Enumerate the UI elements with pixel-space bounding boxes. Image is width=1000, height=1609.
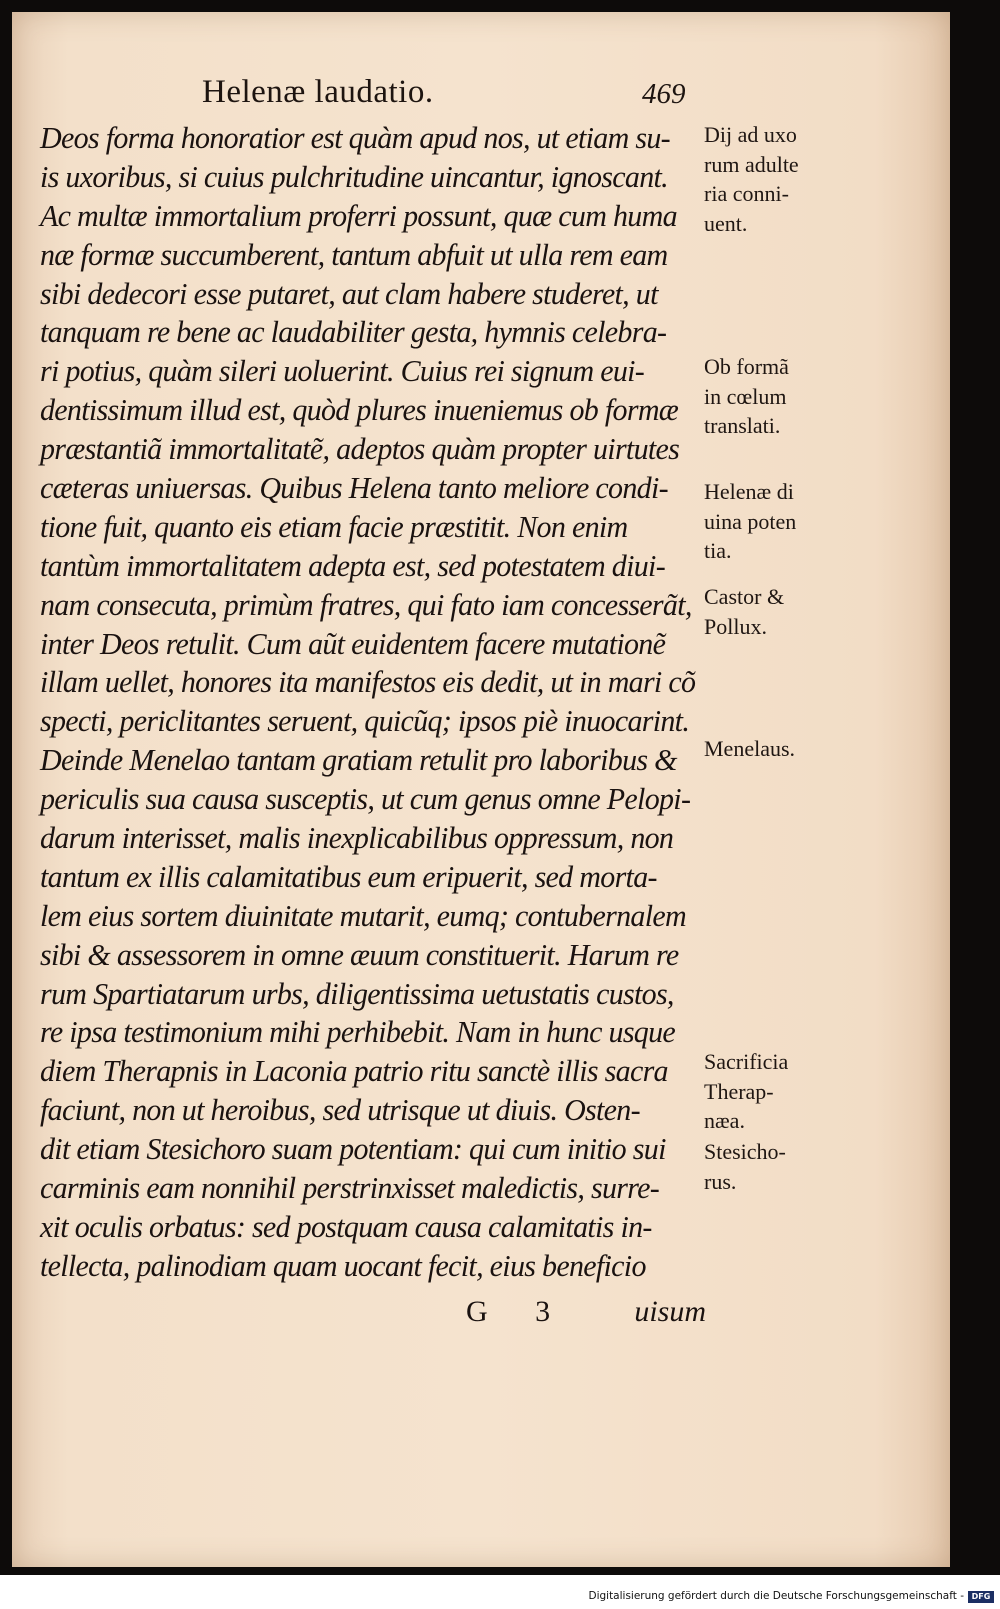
margin-note-castor-pollux <box>704 582 854 641</box>
signature-line <box>40 1295 706 1335</box>
margin-note-line: Stesicho- <box>704 1139 786 1164</box>
text-line: carminis eam nonnihil perstrinxisset maledictis, surre- <box>40 1171 660 1206</box>
digitization-credit: Digitalisierung gefördert durch die Deutsche Forschungsgemeinschaft - <box>588 1590 964 1602</box>
text-line: faciunt, non ut heroibus, sed utrisque ut diuis. Osten- <box>40 1093 640 1128</box>
text-line: sibi & assessorem in omne æuum constituerit. Harum re <box>40 937 679 972</box>
text-line: tione fuit, quanto eis etiam facie præstitit. Non enim <box>40 509 628 544</box>
text-line: ri potius, quàm sileri uoluerint. Cuius rei signum eui- <box>40 354 645 389</box>
text-line: specti, periclitantes seruent, quicũq; ipsos piè inuocarint. <box>40 704 690 739</box>
running-header: Helenæ laudatio. <box>202 74 434 110</box>
margin-note-line: translati. <box>704 413 781 438</box>
margin-note-line: rum adulte <box>704 151 799 177</box>
margin-note-line: Castor & <box>704 584 785 609</box>
main-text-block <box>40 119 700 1286</box>
margin-note-line: ria conni- <box>704 181 789 206</box>
margin-note-line: Dij ad uxo <box>704 122 797 147</box>
text-line: Deinde Menelao tantam gratiam retulit pro laboribus & <box>40 743 677 778</box>
text-line: præstantiã immortalitatẽ, adeptos quàm propter uirtutes <box>40 432 680 467</box>
text-line: darum interisset, malis inexplicabilibus oppressum, non <box>40 821 674 856</box>
text-line: re ipsa testimonium mihi perhibebit. Nam in hunc usque <box>40 1015 676 1050</box>
margin-note-menelaus <box>704 734 854 764</box>
text-line: diem Therapnis in Laconia patrio ritu sanctè illis sacra <box>40 1054 668 1089</box>
margin-note-adultery <box>704 120 854 238</box>
text-line: nam consecuta, primùm fratres, qui fato iam concesserãt, <box>40 587 692 622</box>
margin-note-line: uina poten <box>704 508 797 534</box>
text-line: rum Spartiatarum urbs, diligentissima uetustatis custos, <box>40 976 674 1011</box>
text-line: periculis sua causa susceptis, ut cum genus omne Pelopi- <box>40 782 691 817</box>
margin-note-line: næa. <box>704 1108 745 1133</box>
margin-note-line: tia. <box>704 538 732 563</box>
text-line: næ formæ succumberent, tantum abfuit ut ulla rem eam <box>40 237 668 272</box>
margin-note-line: Pollux. <box>704 613 767 639</box>
margin-note-line: Ob formã <box>704 354 789 379</box>
page-number: 469 <box>642 78 686 110</box>
text-line: tantùm immortalitatem adepta est, sed potestatem diui- <box>40 548 666 583</box>
margin-note-line: Therap- <box>704 1078 774 1104</box>
text-line: inter Deos retulit. Cum aũt euidentem facere mutationẽ <box>40 626 666 661</box>
text-line: tanquam re bene ac laudabiliter gesta, hymnis celebra- <box>40 315 667 350</box>
text-line: illam uellet, honores ita manifestos eis dedit, ut in mari cõ <box>40 665 696 700</box>
text-line: tantum ex illis calamitatibus eum eripuerit, sed morta- <box>40 859 657 894</box>
text-line: tellecta, palinodiam quam uocant fecit, eius beneficio <box>40 1248 646 1283</box>
margin-note-sacrificia <box>704 1047 854 1136</box>
signature-mark: G 3 <box>466 1295 571 1328</box>
margin-note-line: Sacrificia <box>704 1049 789 1074</box>
dfg-logo: DFG <box>968 1591 994 1603</box>
margin-note-translati <box>704 352 854 441</box>
text-line: Deos forma honoratior est quàm apud nos, ut etiam su- <box>40 121 670 155</box>
margin-note-line: in cœlum <box>704 383 787 409</box>
margin-note-line: Helenæ di <box>704 479 794 504</box>
book-page <box>12 12 950 1567</box>
margin-note-stesichorus <box>704 1137 854 1196</box>
text-line: dit etiam Stesichoro suam potentiam: qui cum initio sui <box>40 1132 666 1167</box>
text-line: lem eius sortem diuinitate mutarit, eumq; contubernalem <box>40 898 686 933</box>
text-line: dentissimum illud est, quòd plures inueniemus ob formæ <box>40 393 679 428</box>
catchword: uisum <box>634 1295 706 1328</box>
text-line: Ac multæ immortalium proferri possunt, quæ cum huma <box>40 198 677 233</box>
text-line: is uxoribus, si cuius pulchritudine uincantur, ignoscant. <box>40 159 668 194</box>
margin-note-line: uent. <box>704 210 748 236</box>
margin-note-line: Menelaus. <box>704 736 796 761</box>
text-line: xit oculis orbatus: sed postquam causa calamitatis in- <box>40 1209 652 1244</box>
margin-note-helena-potentia <box>704 477 854 566</box>
text-line: cæteras uniuersas. Quibus Helena tanto meliore condi- <box>40 471 668 506</box>
margin-note-line: rus. <box>704 1168 737 1194</box>
text-line: sibi dedecori esse putaret, aut clam habere studeret, ut <box>40 276 658 311</box>
